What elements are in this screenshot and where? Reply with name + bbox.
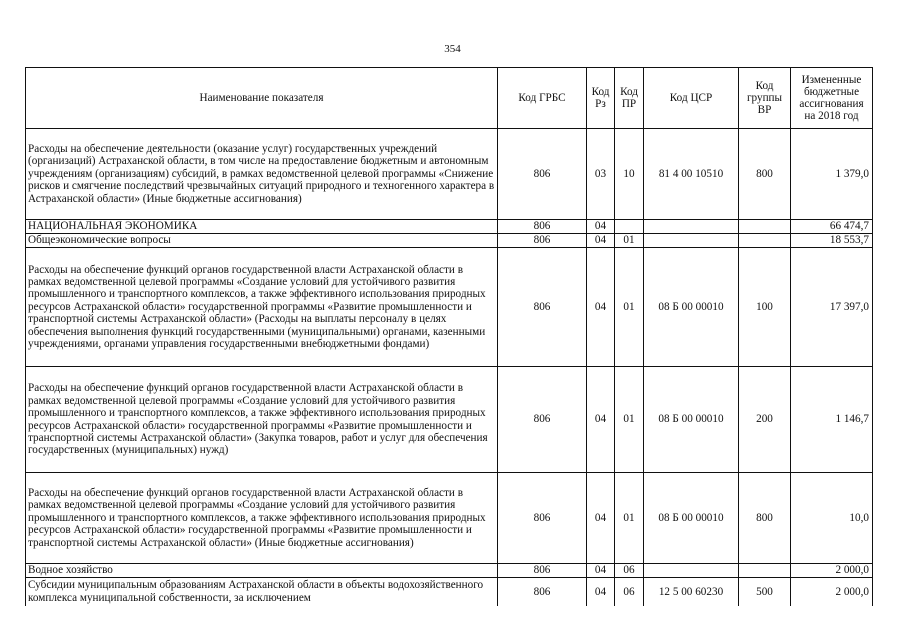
cell-pr: 06 (615, 564, 644, 578)
cell-grbs: 806 (498, 578, 587, 606)
cell-pr: 10 (615, 129, 644, 220)
header-csr: Код ЦСР (644, 68, 739, 129)
cell-rz: 04 (587, 367, 615, 473)
cell-pr: 01 (615, 367, 644, 473)
cell-grbs: 806 (498, 234, 587, 248)
table-row (26, 234, 873, 248)
header-vr: Код группы ВР (739, 68, 791, 129)
cell-name: Субсидии муниципальным образованиям Астраханской области в объекты водохозяйственного комплекса муниципальной собственности, за исключением (26, 578, 498, 606)
cell-name: Водное хозяйство (26, 564, 498, 578)
header-row (26, 68, 873, 129)
cell-amount: 1 146,7 (791, 367, 873, 473)
cell-csr: 81 4 00 10510 (644, 129, 739, 220)
table-row (26, 564, 873, 578)
cell-pr: 01 (615, 473, 644, 564)
page-number: 354 (444, 43, 461, 55)
cell-pr: 01 (615, 234, 644, 248)
cell-vr: 800 (739, 473, 791, 564)
cell-grbs: 806 (498, 248, 587, 367)
cell-amount: 2 000,0 (791, 578, 873, 606)
header-amount: Измененные бюджетные ассигнования на 2018 год (791, 68, 873, 129)
cell-name: Расходы на обеспечение функций органов государственной власти Астраханской области в рамках ведомственной целевой программы «Создание условий для устойчивого развития промышленного и транспортного комплексов, а также эффективного использования природных ресурсов Астраханской области» государственной программы «Развитие промышленности и транспортной системы Астраханской области» (Расходы на выплаты персоналу в целях обеспечения выполнения функций государственными (муниципальными) органами, казенными учреждениями, органами управления государственными внебюджетными фондами) (26, 248, 498, 367)
table-row (26, 129, 873, 220)
cell-grbs: 806 (498, 220, 587, 234)
cell-name: НАЦИОНАЛЬНАЯ ЭКОНОМИКА (26, 220, 498, 234)
cell-csr: 12 5 00 60230 (644, 578, 739, 606)
table-row (26, 473, 873, 564)
cell-amount: 17 397,0 (791, 248, 873, 367)
cell-rz: 04 (587, 564, 615, 578)
header-grbs: Код ГРБС (498, 68, 587, 129)
cell-rz: 04 (587, 220, 615, 234)
cell-vr: 500 (739, 578, 791, 606)
cell-csr (644, 220, 739, 234)
cell-grbs: 806 (498, 129, 587, 220)
cell-rz: 04 (587, 578, 615, 606)
cell-vr: 800 (739, 129, 791, 220)
table-row (26, 248, 873, 367)
cell-vr (739, 564, 791, 578)
table-row (26, 367, 873, 473)
cell-name: Общеэкономические вопросы (26, 234, 498, 248)
cell-rz: 03 (587, 129, 615, 220)
cell-rz: 04 (587, 473, 615, 564)
cell-csr (644, 564, 739, 578)
cell-amount: 2 000,0 (791, 564, 873, 578)
cell-grbs: 806 (498, 473, 587, 564)
cell-vr (739, 234, 791, 248)
cell-name: Расходы на обеспечение деятельности (оказание услуг) государственных учреждений (организаций) Астраханской области, в том числе на предоставление бюджетным и автономным учреждениям (организациям) субсидий, в рамках ведомственной целевой программы «Снижение рисков и смягчение последствий чрезвычайных ситуаций природного и техногенного характера в Астраханской области» (Иные бюджетные ассигнования) (26, 129, 498, 220)
cell-amount: 10,0 (791, 473, 873, 564)
cell-grbs: 806 (498, 564, 587, 578)
cell-pr: 06 (615, 578, 644, 606)
cell-rz: 04 (587, 248, 615, 367)
cell-csr: 08 Б 00 00010 (644, 473, 739, 564)
cell-csr (644, 234, 739, 248)
cell-name: Расходы на обеспечение функций органов государственной власти Астраханской области в рамках ведомственной целевой программы «Создание условий для устойчивого развития промышленного и транспортного комплексов, а также эффективного использования природных ресурсов Астраханской области» государственной программы «Развитие промышленности и транспортной системы Астраханской области» (Иные бюджетные ассигнования) (26, 473, 498, 564)
budget-table (25, 67, 873, 606)
table-row (26, 578, 873, 606)
header-pr: Код ПР (615, 68, 644, 129)
cell-csr: 08 Б 00 00010 (644, 367, 739, 473)
cell-amount: 18 553,7 (791, 234, 873, 248)
cell-vr (739, 220, 791, 234)
cell-pr: 01 (615, 248, 644, 367)
cell-amount: 1 379,0 (791, 129, 873, 220)
header-name: Наименование показателя (26, 68, 498, 129)
cell-pr (615, 220, 644, 234)
cell-vr: 100 (739, 248, 791, 367)
table-row (26, 220, 873, 234)
cell-rz: 04 (587, 234, 615, 248)
cell-grbs: 806 (498, 367, 587, 473)
header-rz: Код Рз (587, 68, 615, 129)
cell-vr: 200 (739, 367, 791, 473)
cell-csr: 08 Б 00 00010 (644, 248, 739, 367)
cell-amount: 66 474,7 (791, 220, 873, 234)
cell-name: Расходы на обеспечение функций органов государственной власти Астраханской области в рамках ведомственной целевой программы «Создание условий для устойчивого развития промышленного и транспортного комплексов, а также эффективного использования природных ресурсов Астраханской области» государственной программы «Развитие промышленности и транспортной системы Астраханской области» (Закупка товаров, работ и услуг для обеспечения государственных (муниципальных) нужд) (26, 367, 498, 473)
